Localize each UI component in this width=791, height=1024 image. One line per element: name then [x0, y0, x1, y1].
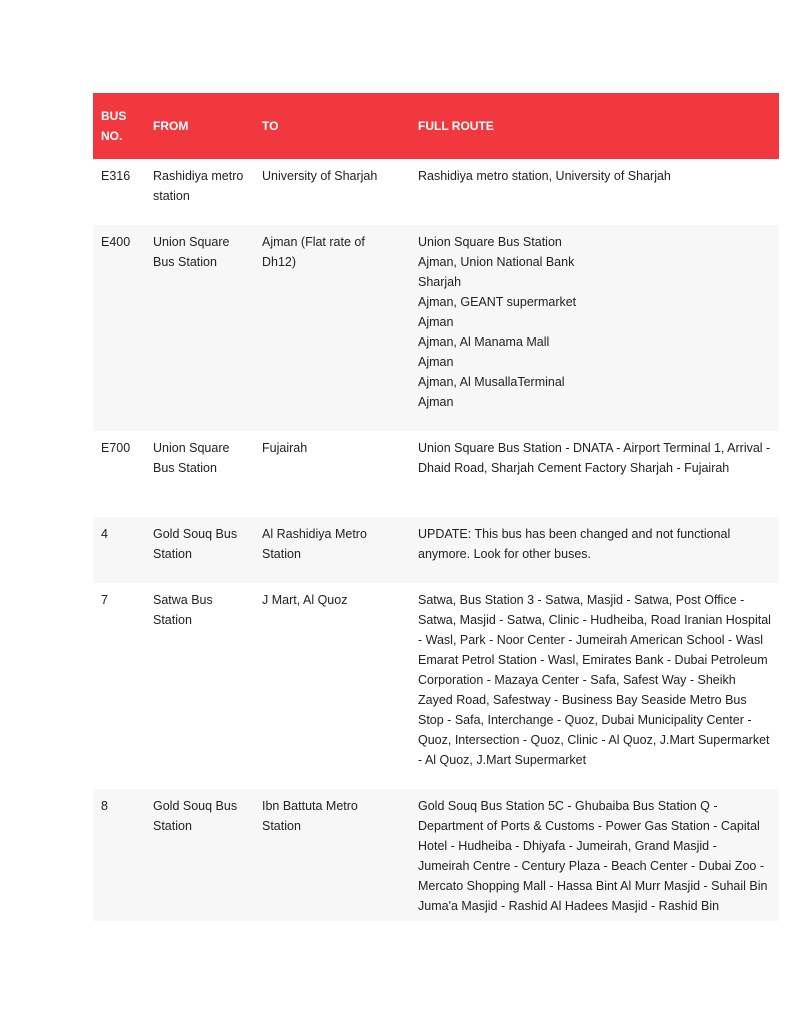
table-row	[93, 159, 779, 225]
to-cell: Ibn Battuta Metro Station	[262, 799, 358, 833]
to-cell: J Mart, Al Quoz	[262, 593, 348, 607]
to-cell: Al Rashidiya Metro Station	[262, 527, 367, 561]
route-line: Ajman, GEANT supermarket	[418, 295, 577, 309]
from-cell: Gold Souq Bus Station	[153, 799, 238, 833]
bus-number: E316	[101, 169, 131, 183]
header-bus-no-text: BUS NO.	[101, 109, 127, 143]
bus-number: 7	[101, 593, 108, 607]
route-line: Ajman, Union National Bank	[418, 255, 575, 269]
route-cell: Satwa, Bus Station 3 - Satwa, Masjid - Satwa, Post Office - Satwa, Masjid - Satwa, Clinic - Hudheiba, Road Iranian Hospital - Wasl, Park - Noor Center - Jumeirah American School - Wasl Emarat Petrol Station - Wasl, Emirates Bank - Dubai Petroleum Corporation - Mazaya Center - Safa, Safest Way - Sheikh Zayed Road, Safestway - Business Bay Seaside Metro Bus Stop - Safa, Interchange - Quoz, Dubai Municipality Center - Quoz, Intersection - Quoz, Clinic - Al Quoz, J.Mart Supermarket - Al Quoz, J.Mart Supermarket	[418, 593, 771, 767]
table-row	[93, 431, 779, 517]
route-line: Ajman	[418, 395, 454, 409]
bus-number: 8	[101, 799, 108, 813]
route-cell	[410, 232, 779, 431]
route-line: Ajman	[418, 355, 454, 369]
to-cell: Fujairah	[262, 441, 308, 455]
route-line: Ajman, Al MusallaTerminal	[418, 375, 565, 389]
from-cell: Union Square Bus Station	[153, 441, 230, 475]
route-cell	[410, 166, 779, 225]
table-row	[93, 225, 779, 431]
route-line: Sharjah	[418, 275, 462, 289]
from-cell: Union Square Bus Station	[153, 235, 230, 269]
route-line: Ajman	[418, 315, 454, 329]
route-cell: Union Square Bus Station - DNATA - Airport Terminal 1, Arrival - Dhaid Road, Sharjah Cement Factory Sharjah - Fujairah	[418, 441, 771, 475]
route-cell: Gold Souq Bus Station 5C - Ghubaiba Bus Station Q - Department of Ports & Customs - Power Gas Station - Capital Hotel - Hudheiba - Dhiyafa - Jumeirah, Grand Masjid - Jumeirah Centre - Century Plaza - Beach Center - Dubai Zoo - Mercato Shopping Mall - Hassa Bint Al Murr Masjid - Suhail Bin Juma'a Masjid - Rashid Al Hadees Masjid - Rashid Bin	[418, 799, 768, 913]
bus-number: E700	[101, 441, 131, 455]
header-to: TO	[262, 119, 279, 133]
route-line: Ajman, Al Manama Mall	[418, 335, 550, 349]
from-cell: Gold Souq Bus Station	[153, 527, 238, 561]
to-cell: Ajman (Flat rate of Dh12)	[262, 235, 365, 269]
table-row	[93, 789, 779, 921]
table-header-row	[93, 93, 779, 159]
header-bus-no	[93, 106, 145, 146]
to-cell: University of Sharjah	[262, 169, 378, 183]
bus-number: E400	[101, 235, 131, 249]
from-cell: Rashidiya metro station	[153, 169, 244, 203]
from-cell: Satwa Bus Station	[153, 593, 213, 627]
route-line: Union Square Bus Station	[418, 235, 562, 249]
header-from: FROM	[153, 119, 189, 133]
table-row	[93, 517, 779, 583]
bus-routes-table	[93, 93, 779, 921]
route-line: Rashidiya metro station, University of Sharjah	[418, 169, 671, 183]
header-full-route: FULL ROUTE	[418, 119, 494, 133]
table-row	[93, 583, 779, 789]
bus-number: 4	[101, 527, 108, 541]
route-cell: UPDATE: This bus has been changed and not functional anymore. Look for other buses.	[418, 527, 731, 561]
